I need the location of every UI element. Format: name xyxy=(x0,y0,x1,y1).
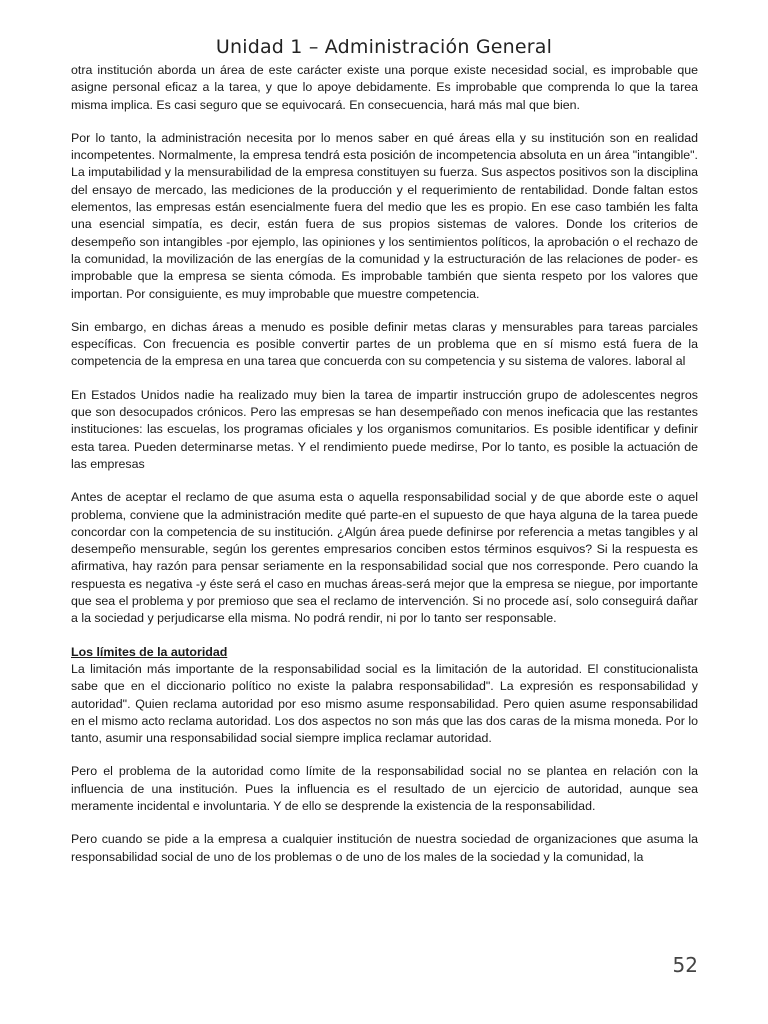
section-paragraph-2: Pero el problema de la autoridad como límite de la responsabilidad social no se plantea en relación con la influencia de una institución. Pues la influencia es el resultado de un ejercicio de autoridad, aunque sea meramente incidental e involuntaria. Y de ello se desprende la existencia de la responsabilidad. xyxy=(71,764,698,813)
body-paragraph-1: otra institución aborda un área de este carácter existe una porque existe necesidad social, es improbable que asigne personal eficaz a la tarea, y que lo apoye debidamente. Es improbable que comprenda lo que la tarea misma implica. Es casi seguro que se equivocará. En consecuencia, hará más mal que bien. xyxy=(71,63,698,112)
body-paragraph-2: Por lo tanto, la administración necesita por lo menos saber en qué áreas ella y su institución son en realidad incompetentes. Normalmente, la empresa tendrá esta posición de incompetencia absoluta en un área "intangible". La imputabilidad y la mensurabilidad de la empresa constituyen su fuerza. Sus aspectos positivos son la disciplina del ensayo de mercado, las mediciones de la producción y el requerimiento de rentabilidad. Donde faltan estos elementos, las empresas están esencialmente fuera del medio que les es propio. En ese caso también les falta una esencial simpatía, es decir, están fuera de sus propios sistemas de valores. Donde los criterios de desempeño son intangibles -por ejemplo, las opiniones y los sentimientos políticos, la aprobación o el rechazo de la comunidad, la movilización de las energías de la comunidad y la estructuración de las relaciones de poder- es improbable que la empresa se sienta cómoda. Es improbable también que sienta respeto por los valores que importan. Por consiguiente, es muy improbable que muestre competencia. xyxy=(71,130,698,301)
body-paragraph-4: En Estados Unidos nadie ha realizado muy bien la tarea de impartir instrucción grupo de adolescentes negros que son desocupados crónicos. Pero las empresas se han desempeñado con menos ineficacia que las restantes instituciones: las escuelas, los programas oficiales y los organismos comunitarios. Es posible identificar y definir esta tarea. Pueden determinarse metas. Y el rendimiento puede medirse, Por lo tanto, es posible la actuación de las empresas xyxy=(71,387,698,471)
page-header-title: Unidad 1 – Administración General xyxy=(215,36,553,58)
body-paragraph-3: Sin embargo, en dichas áreas a menudo es posible definir metas claras y mensurables para tareas parciales específicas. Con frecuencia es posible convertir partes de un problema que en sí mismo está fuera de la competencia de la empresa en una tarea que concuerda con su competencia y su sistema de valores. laboral al xyxy=(71,319,698,369)
section-heading: Los límites de la autoridad xyxy=(71,644,228,659)
section-paragraph-3: Pero cuando se pide a la empresa a cualquier institución de nuestra sociedad de organizaciones que asuma la responsabilidad social de uno de los problemas o de uno de los males de la sociedad y la comunidad, la xyxy=(71,832,698,864)
document-body xyxy=(71,62,698,882)
page-number: 52 xyxy=(672,953,698,977)
section-paragraph-1: La limitación más importante de la responsabilidad social es la limitación de la autoridad. El constitucionalista sabe que en el diccionario político no existe la palabra responsabilidad". La expresión es responsabilidad y autoridad". Quien reclama autoridad por eso mismo asume responsabilidad. Pero quien asume responsabilidad en el mismo acto reclama autoridad. Los dos aspectos no son más que las dos caras de la misma moneda. Por lo tanto, asumir una responsabilidad social siempre implica reclamar autoridad. xyxy=(71,661,698,746)
body-paragraph-5: Antes de aceptar el reclamo de que asuma esta o aquella responsabilidad social y de que aborde este o aquel problema, conviene que la administración medite qué parte-en el supuesto de que haya alguna de la tarea puede concordar con la competencia de su institución. ¿Algún área puede definirse por referencia a metas tangibles y al desempeño mensurable, según los gerentes empresarios conciben estos términos esquivos? Si la respuesta es afirmativa, hay razón para pensar seriamente en la responsabilidad social que nos corresponde. Pero cuando la respuesta es negativa -y éste será el caso en muchas áreas-será mejor que la empresa se niegue, por importante que sea el problema y por premioso que sea el reclamo de intervención. Si no procede así, solo conseguirá dañar a la sociedad y perjudicarse ella misma. No podrá rendir, ni por lo tanto ser responsable. xyxy=(71,490,698,626)
